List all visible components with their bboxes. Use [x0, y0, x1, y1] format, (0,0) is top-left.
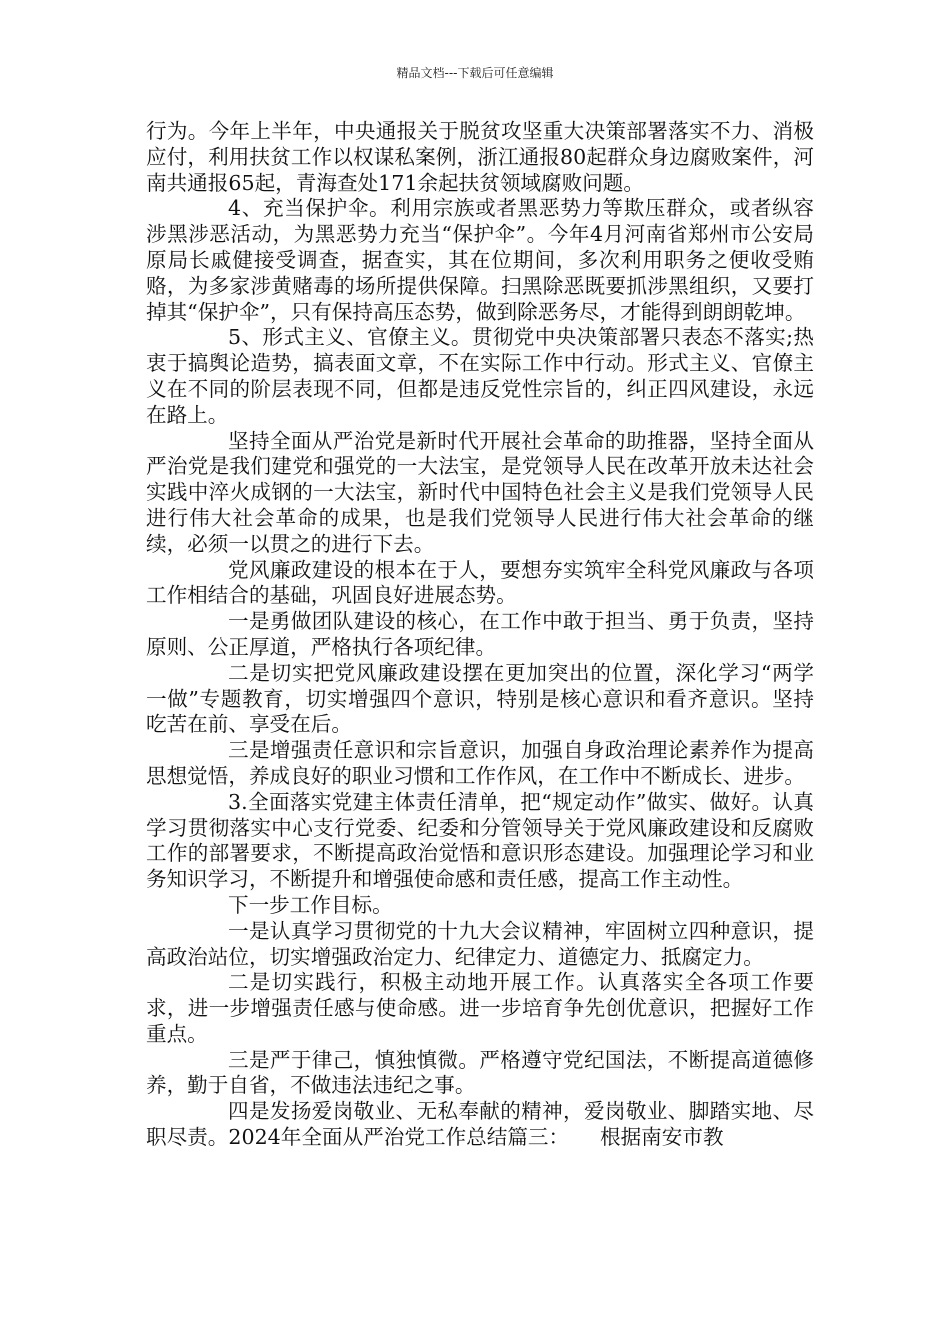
paragraph-8: 三是增强责任意识和宗旨意识，加强自身政治理论素养作为提高思想觉悟，养成良好的职业习惯和工作作风，在工作中不断成长、进步。: [146, 738, 814, 788]
paragraph-5: 党风廉政建设的根本在于人，要想夯实筑牢全科党风廉政与各项工作相结合的基础，巩固良好进展态势。: [146, 557, 814, 608]
paragraph-7: 二是切实把党风廉政建设摆在更加突出的位置，深化学习“两学一做”专题教育，切实增强四个意识，特别是核心意识和看齐意识。坚持吃苦在前、享受在后。: [146, 660, 814, 737]
paragraph-11: 一是认真学习贯彻党的十九大会议精神，牢固树立四种意识，提高政治站位，切实增强政治定力、纪律定力、道德定力、抵腐定力。: [146, 918, 814, 969]
paragraph-4: 坚持全面从严治党是新时代开展社会革命的助推器，坚持全面从严治党是我们建党和强党的一大法宝，是党领导人民在改革开放未达社会实践中淬火成钢的一大法宝，新时代中国特色社会主义是我们党领导人民进行伟大社会革命的成果，也是我们党领导人民进行伟大社会革命的继续，必须一以贯之的进行下去。: [146, 428, 814, 556]
paragraph-14: 四是发扬爱岗敬业、无私奉献的精神，爱岗敬业、脚踏实地、尽职尽责。2024年全面从严治党工作总结篇三： 根据南安市教: [146, 1099, 814, 1150]
paragraph-1: 行为。今年上半年，中央通报关于脱贫攻坚重大决策部署落实不力、消极应付，利用扶贫工作以权谋私案例，浙江通报80起群众身边腐败案件，河南共通报65起，青海查处171余起扶贫领域腐败问题。: [146, 119, 814, 195]
paragraph-13: 三是严于律己，慎独慎微。严格遵守党纪国法，不断提高道德修养，勤于自省，不做违法违纪之事。: [146, 1047, 814, 1098]
paragraph-9: 3.全面落实党建主体责任清单，把“规定动作”做实、做好。认真学习贯彻落实中心支行党委、纪委和分管领导关于党风廉政建设和反腐败工作的部署要求，不断提高政治觉悟和意识形态建设。加强理论学习和业务知识学习，不断提升和增强使命感和责任感，提高工作主动性。: [146, 789, 814, 892]
paragraph-6: 一是勇做团队建设的核心，在工作中敢于担当、勇于负责，坚持原则、公正厚道，严格执行各项纪律。: [146, 609, 814, 659]
page-header: 精品文档---下载后可任意编辑: [396, 66, 554, 80]
paragraph-12: 二是切实践行，积极主动地开展工作。认真落实全各项工作要求，进一步增强责任感与使命感。进一步培育争先创优意识，把握好工作重点。: [146, 970, 814, 1046]
document-body: [146, 119, 814, 1151]
paragraph-2: 4、充当保护伞。利用宗族或者黑恶势力等欺压群众，或者纵容涉黑涉恶活动，为黑恶势力充当“保护伞”。今年4月河南省郑州市公安局原局长戚健接受调查，据查实，其在位期间，多次利用职务之便收受贿赂，为多家涉黄赌毒的场所提供保障。扫黑除恶既要抓涉黑组织，又要打掉其“保护伞”，只有保持高压态势，做到除恶务尽，才能得到朗朗乾坤。: [146, 196, 814, 324]
paragraph-3: 5、形式主义、官僚主义。贯彻党中央决策部署只表态不落实;热衷于搞舆论造势，搞表面文章，不在实际工作中行动。形式主义、官僚主义在不同的阶层表现不同，但都是违反党性宗旨的，纠正四风建设，永远在路上。: [146, 325, 814, 427]
paragraph-10: 下一步工作目标。: [228, 892, 393, 917]
